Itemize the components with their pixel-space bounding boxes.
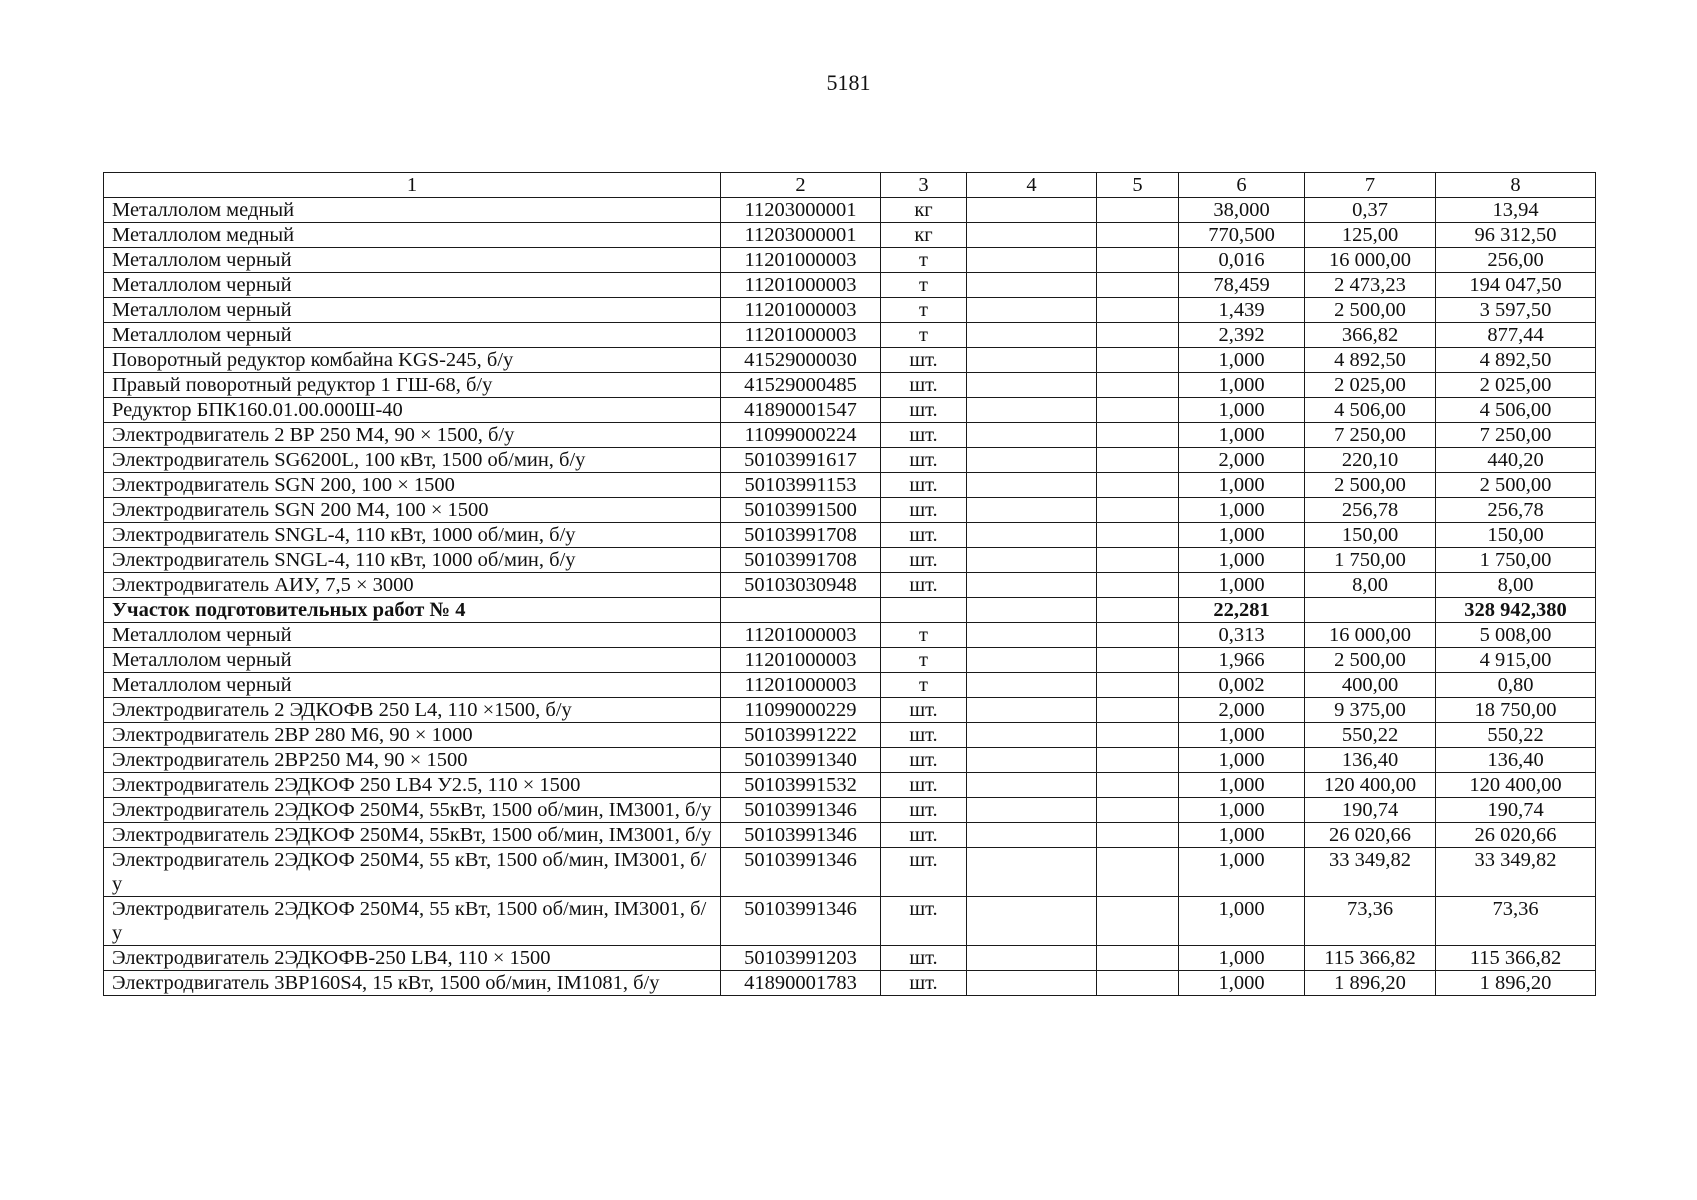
sum-cell: 1 750,00 <box>1436 548 1596 573</box>
table-row <box>104 897 1596 946</box>
table-row <box>104 798 1596 823</box>
column-header: 2 <box>721 173 881 198</box>
quantity-cell: 1,000 <box>1179 423 1305 448</box>
quantity-cell: 1,000 <box>1179 723 1305 748</box>
item-code-cell: 11203000001 <box>721 198 881 223</box>
price-cell: 4 506,00 <box>1305 398 1436 423</box>
quantity-cell: 1,966 <box>1179 648 1305 673</box>
item-code-cell: 11201000003 <box>721 273 881 298</box>
item-name-cell: Металлолом черный <box>104 273 721 298</box>
column-4-cell <box>967 798 1097 823</box>
item-code-cell: 50103991708 <box>721 523 881 548</box>
unit-cell: кг <box>881 198 967 223</box>
column-4-cell <box>967 423 1097 448</box>
item-code-cell: 11099000229 <box>721 698 881 723</box>
price-cell <box>1305 598 1436 623</box>
column-5-cell <box>1097 323 1179 348</box>
quantity-cell: 2,000 <box>1179 448 1305 473</box>
price-cell: 9 375,00 <box>1305 698 1436 723</box>
unit-cell: шт. <box>881 448 967 473</box>
table-row <box>104 548 1596 573</box>
column-5-cell <box>1097 198 1179 223</box>
table-row <box>104 373 1596 398</box>
sum-cell: 4 915,00 <box>1436 648 1596 673</box>
price-cell: 33 349,82 <box>1305 848 1436 897</box>
price-cell: 2 500,00 <box>1305 473 1436 498</box>
item-code-cell: 11201000003 <box>721 298 881 323</box>
column-5-cell <box>1097 398 1179 423</box>
column-header: 4 <box>967 173 1097 198</box>
column-5-cell <box>1097 423 1179 448</box>
column-5-cell <box>1097 946 1179 971</box>
price-cell: 16 000,00 <box>1305 248 1436 273</box>
column-4-cell <box>967 523 1097 548</box>
unit-cell: шт. <box>881 423 967 448</box>
unit-cell: кг <box>881 223 967 248</box>
price-cell: 4 892,50 <box>1305 348 1436 373</box>
sum-cell: 73,36 <box>1436 897 1596 946</box>
sum-cell: 7 250,00 <box>1436 423 1596 448</box>
item-code-cell: 50103991617 <box>721 448 881 473</box>
price-cell: 190,74 <box>1305 798 1436 823</box>
item-name-cell: Электродвигатель 2ЭДКОФВ-250 LB4, 110 × 1500 <box>104 946 721 971</box>
sum-cell: 5 008,00 <box>1436 623 1596 648</box>
quantity-cell: 1,000 <box>1179 523 1305 548</box>
column-4-cell <box>967 748 1097 773</box>
sum-cell: 550,22 <box>1436 723 1596 748</box>
unit-cell: т <box>881 248 967 273</box>
unit-cell: шт. <box>881 348 967 373</box>
price-cell: 220,10 <box>1305 448 1436 473</box>
column-4-cell <box>967 323 1097 348</box>
section-total-row <box>104 598 1596 623</box>
item-code-cell: 50103991346 <box>721 798 881 823</box>
sum-cell: 150,00 <box>1436 523 1596 548</box>
sum-cell: 328 942,380 <box>1436 598 1596 623</box>
column-4-cell <box>967 398 1097 423</box>
unit-cell: т <box>881 273 967 298</box>
sum-cell: 115 366,82 <box>1436 946 1596 971</box>
unit-cell: шт. <box>881 723 967 748</box>
unit-cell: шт. <box>881 573 967 598</box>
column-header: 6 <box>1179 173 1305 198</box>
table-row <box>104 648 1596 673</box>
sum-cell: 256,00 <box>1436 248 1596 273</box>
item-name-cell: Электродвигатель SG6200L, 100 кВт, 1500 об/мин, б/у <box>104 448 721 473</box>
table-row <box>104 698 1596 723</box>
item-name-cell: Металлолом черный <box>104 673 721 698</box>
item-code-cell: 50103991708 <box>721 548 881 573</box>
unit-cell: шт. <box>881 798 967 823</box>
item-code-cell: 50103991346 <box>721 897 881 946</box>
item-code-cell: 11201000003 <box>721 673 881 698</box>
item-name-cell: Металлолом черный <box>104 648 721 673</box>
column-5-cell <box>1097 971 1179 996</box>
unit-cell: т <box>881 323 967 348</box>
price-cell: 400,00 <box>1305 673 1436 698</box>
unit-cell: т <box>881 648 967 673</box>
item-code-cell: 50103991340 <box>721 748 881 773</box>
column-5-cell <box>1097 473 1179 498</box>
item-name-cell: Металлолом медный <box>104 198 721 223</box>
column-5-cell <box>1097 373 1179 398</box>
column-5-cell <box>1097 348 1179 373</box>
price-cell: 2 500,00 <box>1305 298 1436 323</box>
item-name-cell: Металлолом медный <box>104 223 721 248</box>
sum-cell: 3 597,50 <box>1436 298 1596 323</box>
item-name-cell: Металлолом черный <box>104 323 721 348</box>
item-name-cell: Электродвигатель SGN 200 М4, 100 × 1500 <box>104 498 721 523</box>
item-code-cell: 11201000003 <box>721 623 881 648</box>
quantity-cell: 1,000 <box>1179 573 1305 598</box>
price-cell: 8,00 <box>1305 573 1436 598</box>
quantity-cell: 0,002 <box>1179 673 1305 698</box>
column-header: 1 <box>104 173 721 198</box>
column-4-cell <box>967 198 1097 223</box>
column-4-cell <box>967 248 1097 273</box>
item-name-cell: Электродвигатель 2ЭДКОФ 250М4, 55кВт, 1500 об/мин, IM3001, б/у <box>104 823 721 848</box>
item-code-cell: 50103991500 <box>721 498 881 523</box>
column-4-cell <box>967 298 1097 323</box>
unit-cell: т <box>881 623 967 648</box>
column-5-cell <box>1097 623 1179 648</box>
column-4-cell <box>967 223 1097 248</box>
column-5-cell <box>1097 448 1179 473</box>
unit-cell <box>881 598 967 623</box>
table-row <box>104 473 1596 498</box>
column-5-cell <box>1097 798 1179 823</box>
quantity-cell: 1,439 <box>1179 298 1305 323</box>
item-name-cell: Электродвигатель 2 ЭДКОФВ 250 L4, 110 ×1500, б/у <box>104 698 721 723</box>
unit-cell: шт. <box>881 698 967 723</box>
unit-cell: шт. <box>881 897 967 946</box>
column-5-cell <box>1097 573 1179 598</box>
quantity-cell: 1,000 <box>1179 773 1305 798</box>
table-row <box>104 223 1596 248</box>
table-row <box>104 773 1596 798</box>
table-row <box>104 848 1596 897</box>
table-row <box>104 298 1596 323</box>
column-4-cell <box>967 648 1097 673</box>
table-row <box>104 946 1596 971</box>
column-4-cell <box>967 548 1097 573</box>
table-row <box>104 248 1596 273</box>
item-name-cell: Электродвигатель SNGL-4, 110 кВт, 1000 об/мин, б/у <box>104 548 721 573</box>
column-header: 8 <box>1436 173 1596 198</box>
sum-cell: 256,78 <box>1436 498 1596 523</box>
column-5-cell <box>1097 723 1179 748</box>
item-code-cell: 50103991222 <box>721 723 881 748</box>
item-name-cell: Поворотный редуктор комбайна KGS-245, б/у <box>104 348 721 373</box>
item-name-cell: Электродвигатель SNGL-4, 110 кВт, 1000 об/мин, б/у <box>104 523 721 548</box>
item-name-cell: Участок подготовительных работ № 4 <box>104 598 721 623</box>
quantity-cell: 0,313 <box>1179 623 1305 648</box>
quantity-cell: 1,000 <box>1179 897 1305 946</box>
item-code-cell: 11099000224 <box>721 423 881 448</box>
item-code-cell: 50103991532 <box>721 773 881 798</box>
quantity-cell: 0,016 <box>1179 248 1305 273</box>
sum-cell: 4 506,00 <box>1436 398 1596 423</box>
item-name-cell: Электродвигатель 3ВР160S4, 15 кВт, 1500 об/мин, IM1081, б/у <box>104 971 721 996</box>
table-row <box>104 673 1596 698</box>
sum-cell: 26 020,66 <box>1436 823 1596 848</box>
table-row <box>104 448 1596 473</box>
unit-cell: шт. <box>881 373 967 398</box>
item-code-cell: 41890001547 <box>721 398 881 423</box>
price-cell: 0,37 <box>1305 198 1436 223</box>
column-5-cell <box>1097 273 1179 298</box>
table-row <box>104 971 1596 996</box>
price-cell: 366,82 <box>1305 323 1436 348</box>
quantity-cell: 1,000 <box>1179 946 1305 971</box>
item-code-cell: 50103030948 <box>721 573 881 598</box>
sum-cell: 194 047,50 <box>1436 273 1596 298</box>
table-row <box>104 823 1596 848</box>
column-5-cell <box>1097 648 1179 673</box>
price-cell: 150,00 <box>1305 523 1436 548</box>
table-row <box>104 723 1596 748</box>
sum-cell: 190,74 <box>1436 798 1596 823</box>
item-name-cell: Редуктор БПК160.01.00.000Ш-40 <box>104 398 721 423</box>
price-cell: 115 366,82 <box>1305 946 1436 971</box>
column-5-cell <box>1097 498 1179 523</box>
column-5-cell <box>1097 523 1179 548</box>
table-row <box>104 198 1596 223</box>
column-4-cell <box>967 498 1097 523</box>
quantity-cell: 22,281 <box>1179 598 1305 623</box>
sum-cell: 18 750,00 <box>1436 698 1596 723</box>
item-name-cell: Электродвигатель SGN 200, 100 × 1500 <box>104 473 721 498</box>
column-5-cell <box>1097 748 1179 773</box>
price-cell: 550,22 <box>1305 723 1436 748</box>
column-4-cell <box>967 773 1097 798</box>
column-5-cell <box>1097 223 1179 248</box>
inventory-table <box>103 172 1596 996</box>
column-5-cell <box>1097 848 1179 897</box>
price-cell: 2 500,00 <box>1305 648 1436 673</box>
item-code-cell: 50103991153 <box>721 473 881 498</box>
column-5-cell <box>1097 823 1179 848</box>
column-4-cell <box>967 946 1097 971</box>
item-code-cell: 50103991203 <box>721 946 881 971</box>
column-header: 3 <box>881 173 967 198</box>
table-row <box>104 323 1596 348</box>
column-4-cell <box>967 598 1097 623</box>
item-code-cell: 11201000003 <box>721 323 881 348</box>
unit-cell: шт. <box>881 473 967 498</box>
quantity-cell: 1,000 <box>1179 848 1305 897</box>
column-4-cell <box>967 473 1097 498</box>
quantity-cell: 1,000 <box>1179 548 1305 573</box>
unit-cell: шт. <box>881 398 967 423</box>
column-4-cell <box>967 273 1097 298</box>
column-4-cell <box>967 573 1097 598</box>
table-row <box>104 273 1596 298</box>
column-4-cell <box>967 348 1097 373</box>
table-row <box>104 423 1596 448</box>
item-name-cell: Электродвигатель АИУ, 7,5 × 3000 <box>104 573 721 598</box>
item-code-cell: 11201000003 <box>721 648 881 673</box>
item-name-cell: Правый поворотный редуктор 1 ГШ-68, б/у <box>104 373 721 398</box>
item-code-cell <box>721 598 881 623</box>
quantity-cell: 1,000 <box>1179 971 1305 996</box>
sum-cell: 120 400,00 <box>1436 773 1596 798</box>
item-code-cell: 50103991346 <box>721 823 881 848</box>
sum-cell: 2 025,00 <box>1436 373 1596 398</box>
table-row <box>104 398 1596 423</box>
quantity-cell: 2,392 <box>1179 323 1305 348</box>
column-header: 7 <box>1305 173 1436 198</box>
column-5-cell <box>1097 548 1179 573</box>
item-name-cell: Электродвигатель 2ВР250 М4, 90 × 1500 <box>104 748 721 773</box>
unit-cell: шт. <box>881 548 967 573</box>
column-4-cell <box>967 848 1097 897</box>
price-cell: 1 896,20 <box>1305 971 1436 996</box>
quantity-cell: 1,000 <box>1179 748 1305 773</box>
column-4-cell <box>967 623 1097 648</box>
price-cell: 7 250,00 <box>1305 423 1436 448</box>
sum-cell: 440,20 <box>1436 448 1596 473</box>
unit-cell: т <box>881 298 967 323</box>
quantity-cell: 1,000 <box>1179 823 1305 848</box>
column-5-cell <box>1097 598 1179 623</box>
price-cell: 136,40 <box>1305 748 1436 773</box>
unit-cell: шт. <box>881 971 967 996</box>
sum-cell: 33 349,82 <box>1436 848 1596 897</box>
unit-cell: шт. <box>881 946 967 971</box>
quantity-cell: 38,000 <box>1179 198 1305 223</box>
quantity-cell: 78,459 <box>1179 273 1305 298</box>
unit-cell: шт. <box>881 498 967 523</box>
sum-cell: 4 892,50 <box>1436 348 1596 373</box>
sum-cell: 136,40 <box>1436 748 1596 773</box>
quantity-cell: 1,000 <box>1179 798 1305 823</box>
unit-cell: шт. <box>881 848 967 897</box>
unit-cell: шт. <box>881 523 967 548</box>
unit-cell: шт. <box>881 823 967 848</box>
table-header-row <box>104 173 1596 198</box>
column-5-cell <box>1097 698 1179 723</box>
column-4-cell <box>967 723 1097 748</box>
item-code-cell: 11201000003 <box>721 248 881 273</box>
item-name-cell: Электродвигатель 2ЭДКОФ 250 LB4 У2.5, 110 × 1500 <box>104 773 721 798</box>
item-code-cell: 41529000030 <box>721 348 881 373</box>
sum-cell: 13,94 <box>1436 198 1596 223</box>
item-code-cell: 50103991346 <box>721 848 881 897</box>
unit-cell: т <box>881 673 967 698</box>
price-cell: 120 400,00 <box>1305 773 1436 798</box>
price-cell: 256,78 <box>1305 498 1436 523</box>
price-cell: 73,36 <box>1305 897 1436 946</box>
page-number: 5181 <box>826 70 871 95</box>
quantity-cell: 1,000 <box>1179 373 1305 398</box>
sum-cell: 877,44 <box>1436 323 1596 348</box>
column-5-cell <box>1097 897 1179 946</box>
quantity-cell: 1,000 <box>1179 498 1305 523</box>
column-4-cell <box>967 823 1097 848</box>
quantity-cell: 2,000 <box>1179 698 1305 723</box>
table-row <box>104 573 1596 598</box>
price-cell: 2 025,00 <box>1305 373 1436 398</box>
quantity-cell: 1,000 <box>1179 473 1305 498</box>
sum-cell: 1 896,20 <box>1436 971 1596 996</box>
sum-cell: 8,00 <box>1436 573 1596 598</box>
item-name-cell: Металлолом черный <box>104 623 721 648</box>
item-code-cell: 41529000485 <box>721 373 881 398</box>
sum-cell: 2 500,00 <box>1436 473 1596 498</box>
column-4-cell <box>967 897 1097 946</box>
column-4-cell <box>967 448 1097 473</box>
quantity-cell: 770,500 <box>1179 223 1305 248</box>
item-name-cell: Электродвигатель 2ВР 280 М6, 90 × 1000 <box>104 723 721 748</box>
table-row <box>104 348 1596 373</box>
column-4-cell <box>967 673 1097 698</box>
price-cell: 125,00 <box>1305 223 1436 248</box>
unit-cell: шт. <box>881 748 967 773</box>
item-name-cell: Электродвигатель 2ЭДКОФ 250М4, 55кВт, 1500 об/мин, IM3001, б/у <box>104 798 721 823</box>
item-name-cell: Металлолом черный <box>104 298 721 323</box>
column-4-cell <box>967 373 1097 398</box>
price-cell: 1 750,00 <box>1305 548 1436 573</box>
item-name-cell: Металлолом черный <box>104 248 721 273</box>
column-5-cell <box>1097 248 1179 273</box>
column-5-cell <box>1097 673 1179 698</box>
table-row <box>104 498 1596 523</box>
quantity-cell: 1,000 <box>1179 398 1305 423</box>
price-cell: 16 000,00 <box>1305 623 1436 648</box>
quantity-cell: 1,000 <box>1179 348 1305 373</box>
item-name-cell: Электродвигатель 2ЭДКОФ 250М4, 55 кВт, 1500 об/мин, IM3001, б/у <box>104 848 721 897</box>
table-row <box>104 623 1596 648</box>
price-cell: 26 020,66 <box>1305 823 1436 848</box>
column-5-cell <box>1097 298 1179 323</box>
unit-cell: шт. <box>881 773 967 798</box>
column-4-cell <box>967 698 1097 723</box>
price-cell: 2 473,23 <box>1305 273 1436 298</box>
item-code-cell: 11203000001 <box>721 223 881 248</box>
table-row <box>104 523 1596 548</box>
sum-cell: 96 312,50 <box>1436 223 1596 248</box>
item-code-cell: 41890001783 <box>721 971 881 996</box>
column-5-cell <box>1097 773 1179 798</box>
table-row <box>104 748 1596 773</box>
sum-cell: 0,80 <box>1436 673 1596 698</box>
column-4-cell <box>967 971 1097 996</box>
column-header: 5 <box>1097 173 1179 198</box>
item-name-cell: Электродвигатель 2ЭДКОФ 250М4, 55 кВт, 1500 об/мин, IM3001, б/у <box>104 897 721 946</box>
item-name-cell: Электродвигатель 2 ВР 250 М4, 90 × 1500, б/у <box>104 423 721 448</box>
